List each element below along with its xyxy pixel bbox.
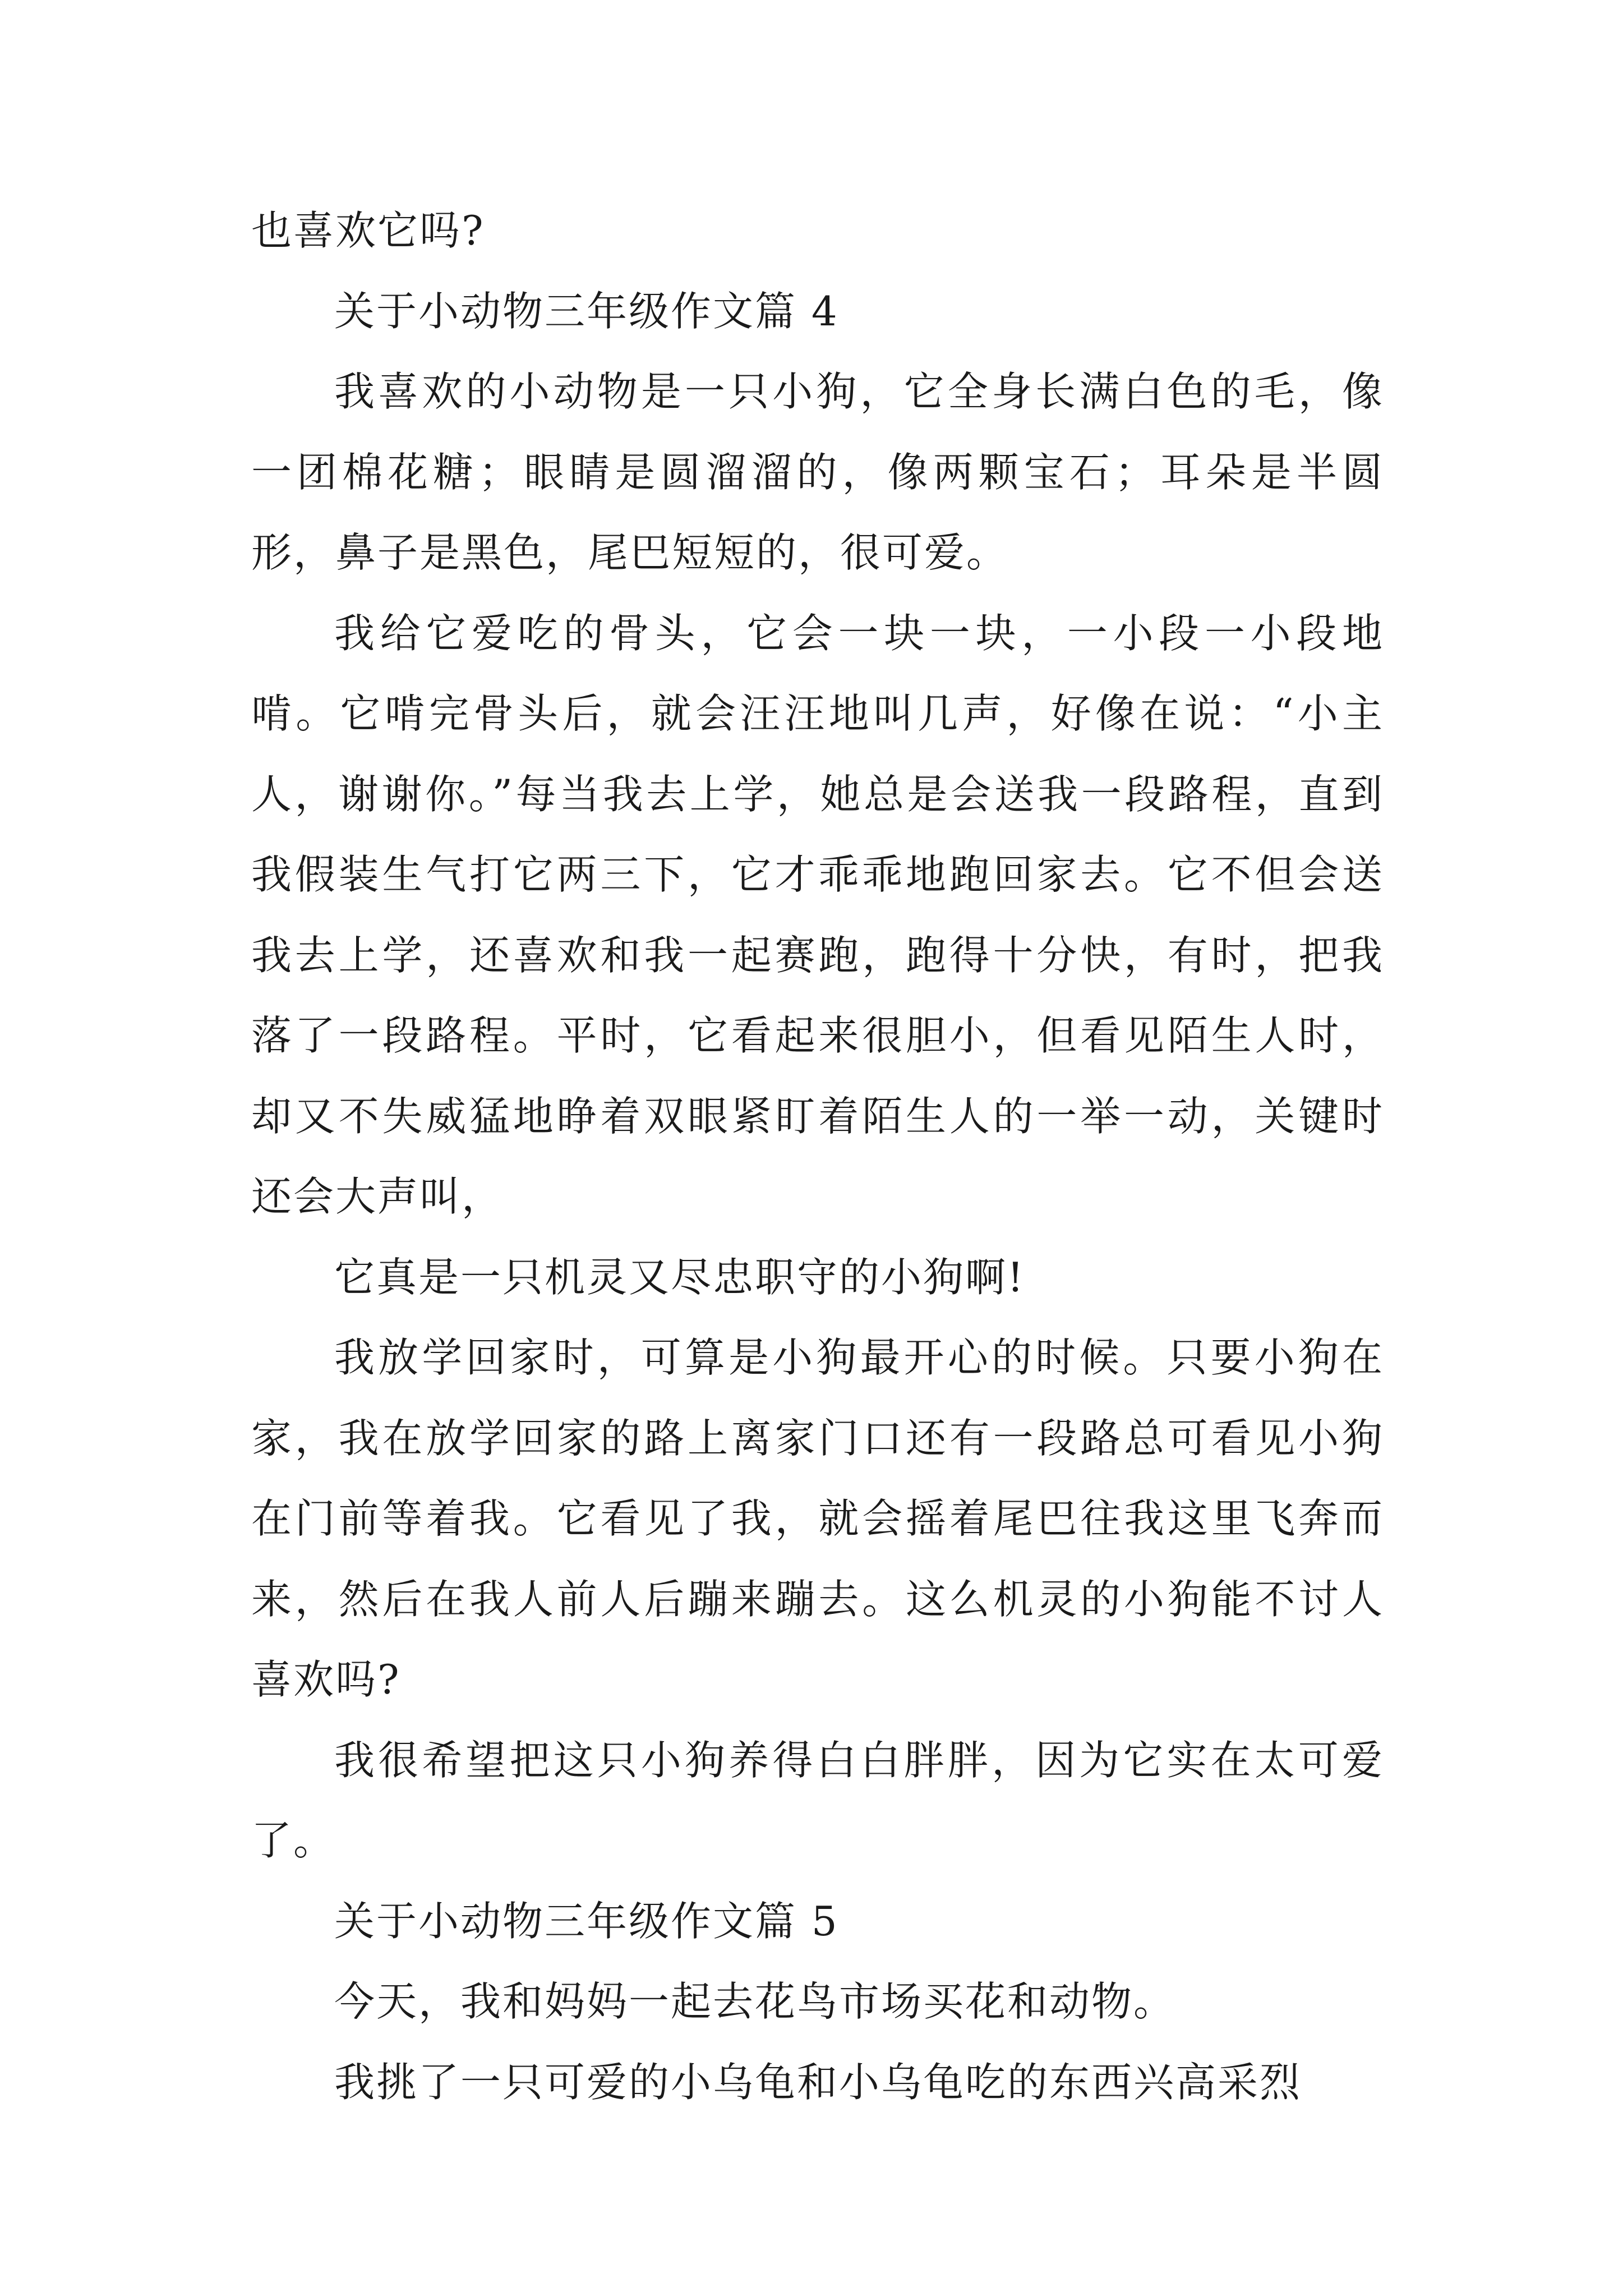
paragraph: 我放学回家时，可算是小狗最开心的时候。只要小狗在家，我在放学回家的路上离家门口还有一段路总可看见小狗在门前等着我。它看见了我，就会摇着尾巴往我这里飞奔而来，然后在我人前人后蹦来蹦去。这么机灵的小狗能不讨人喜欢吗?: [251, 1334, 1384, 1703]
paragraph: 我挑了一只可爱的小乌龟和小乌龟吃的东西兴高采烈: [334, 2058, 1302, 2106]
section-heading-5: 关于小动物三年级作文篇 5: [334, 1897, 839, 1945]
document-body: [251, 191, 1384, 2123]
paragraph: 我给它爱吃的骨头，它会一块一块，一小段一小段地啃。它啃完骨头后，就会汪汪地叫几声，好像在说：“小主人，谢谢你。”每当我去上学，她总是会送我一段路程，直到我假装生气打它两三下，它才乖乖地跑回家去。它不但会送我去上学，还喜欢和我一起赛跑，跑得十分快，有时，把我落了一段路程。平时，它看起来很胆小，但看见陌生人时，却又不失威猛地睁着双眼紧盯着陌生人的一举一动，关键时还会大声叫，: [251, 609, 1384, 1220]
paragraph: 我很希望把这只小狗养得白白胖胖，因为它实在太可爱了。: [251, 1736, 1384, 1864]
paragraph: 今天，我和妈妈一起去花鸟市场买花和动物。: [334, 1978, 1176, 2025]
paragraph-continuation: 也喜欢它吗?: [251, 207, 485, 254]
paragraph: 它真是一只机灵又尽忠职守的小狗啊!: [334, 1253, 1025, 1301]
section-heading-4: 关于小动物三年级作文篇 4: [334, 287, 839, 335]
paragraph: 我喜欢的小动物是一只小狗，它全身长满白色的毛，像一团棉花糖；眼睛是圆溜溜的，像两颗宝石；耳朵是半圆形，鼻子是黑色，尾巴短短的，很可爱。: [251, 368, 1384, 576]
